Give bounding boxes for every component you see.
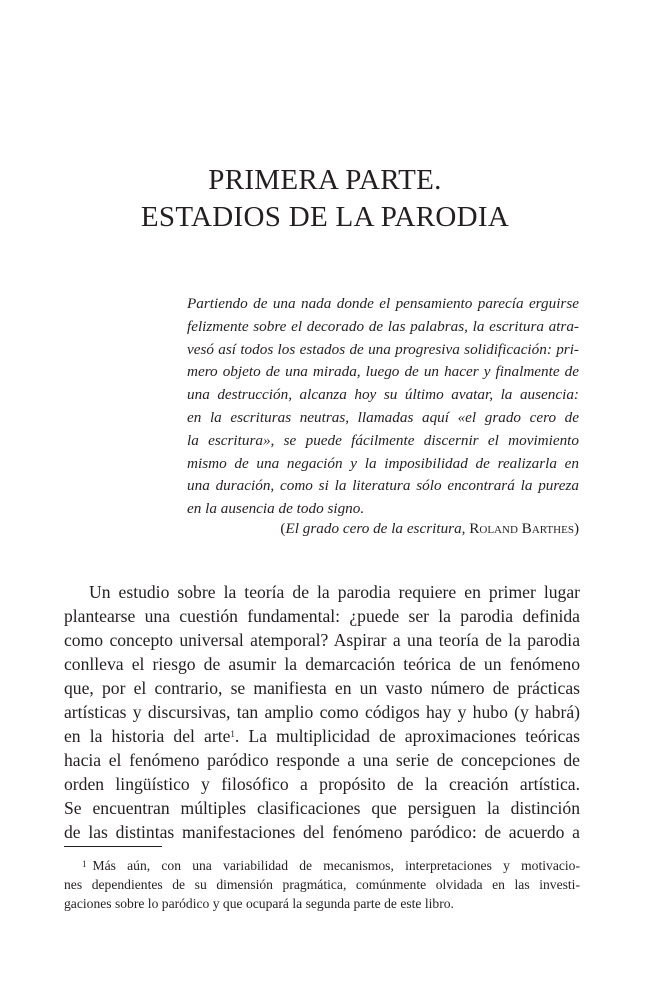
- epigraph-line: una destrucción, alcanza hoy su último avatar, la ausencia:: [187, 386, 579, 404]
- epigraph-line: mismo de una negación y la imposibilidad de realizarla en: [187, 454, 579, 472]
- body-line: orden lingüístico y filosófico a propósito de la creación artística.: [64, 774, 580, 794]
- body-line: plantearse una cuestión fundamental: ¿puede ser la parodia definida: [64, 606, 580, 626]
- body-line: de las distintas manifestaciones del fenómeno paródico: de acuerdo a: [64, 822, 580, 842]
- body-line: conlleva el riesgo de asumir la demarcación teórica de un fenómeno: [64, 654, 580, 674]
- epigraph-source-title: El grado cero de la escritura: [285, 520, 462, 537]
- epigraph-line: vesó así todos los estados de una progresiva solidificación: pri-: [187, 340, 579, 358]
- epigraph-source-close: ): [573, 520, 579, 537]
- body-line-end: . La multiplicidad de aproximaciones teóricas: [234, 726, 580, 746]
- body-line: como concepto universal atemporal? Aspirar a una teoría de la parodia: [64, 630, 580, 650]
- footnote-text: Más aún, con una variabilidad de mecanismos, interpretaciones y motivacio-: [92, 858, 580, 873]
- body-line: hacia el fenómeno paródico responde a una serie de concepciones de: [64, 750, 580, 770]
- footnote-line: [64, 856, 580, 875]
- body-line: Se encuentran múltiples clasificaciones que persiguen la distinción: [64, 798, 580, 818]
- body-line: que, por el contrario, se manifiesta en un vasto número de prácticas: [64, 678, 580, 698]
- epigraph-line: en la ausencia de todo signo.: [187, 500, 365, 518]
- epigraph: [187, 293, 579, 521]
- footnote-number: 1: [82, 859, 87, 869]
- chapter-title-line-2: ESTADIOS DE LA PARODIA: [140, 201, 510, 233]
- epigraph-source-sep: ,: [461, 520, 470, 537]
- footnote-line: nes dependientes de su dimensión pragmática, comúnmente olvidada en las investi-: [64, 877, 580, 892]
- epigraph-line: felizmente sobre el decorado de las palabras, la escritura atra-: [187, 317, 579, 335]
- epigraph-line: en la escrituras neutras, llamadas aquí «el grado cero de: [187, 408, 579, 426]
- epigraph-line: mero objeto de una mirada, luego de un hacer y finalmente de: [187, 363, 579, 381]
- epigraph-line: una duración, como si la literatura sólo encontrará la pureza: [187, 477, 579, 495]
- epigraph-line: la escritura», se puede fácilmente discernir el movimiento: [187, 431, 579, 449]
- epigraph-source-open: (: [280, 520, 286, 537]
- epigraph-source-author: Roland Barthes: [469, 520, 574, 537]
- body-line: artísticas y discursivas, tan amplio como códigos hay y hubo (y habrá): [64, 702, 580, 722]
- body-line-start: en la historia del arte: [64, 726, 231, 746]
- footnote-reference[interactable]: 1: [230, 729, 235, 739]
- body-paragraph: [64, 580, 580, 844]
- epigraph-source: [187, 518, 579, 540]
- footnote-line: gaciones sobre lo paródico y que ocupará la segunda parte de este libro.: [64, 896, 454, 911]
- epigraph-line: Partiendo de una nada donde el pensamiento parecía erguirse: [187, 295, 579, 312]
- chapter-title-line-1: PRIMERA PARTE.: [208, 164, 442, 196]
- body-line-with-footnote: [64, 724, 580, 748]
- footnote-separator: [64, 846, 162, 847]
- body-line: Un estudio sobre la teoría de la parodia requiere en primer lugar: [89, 582, 580, 602]
- footnote: [64, 856, 580, 913]
